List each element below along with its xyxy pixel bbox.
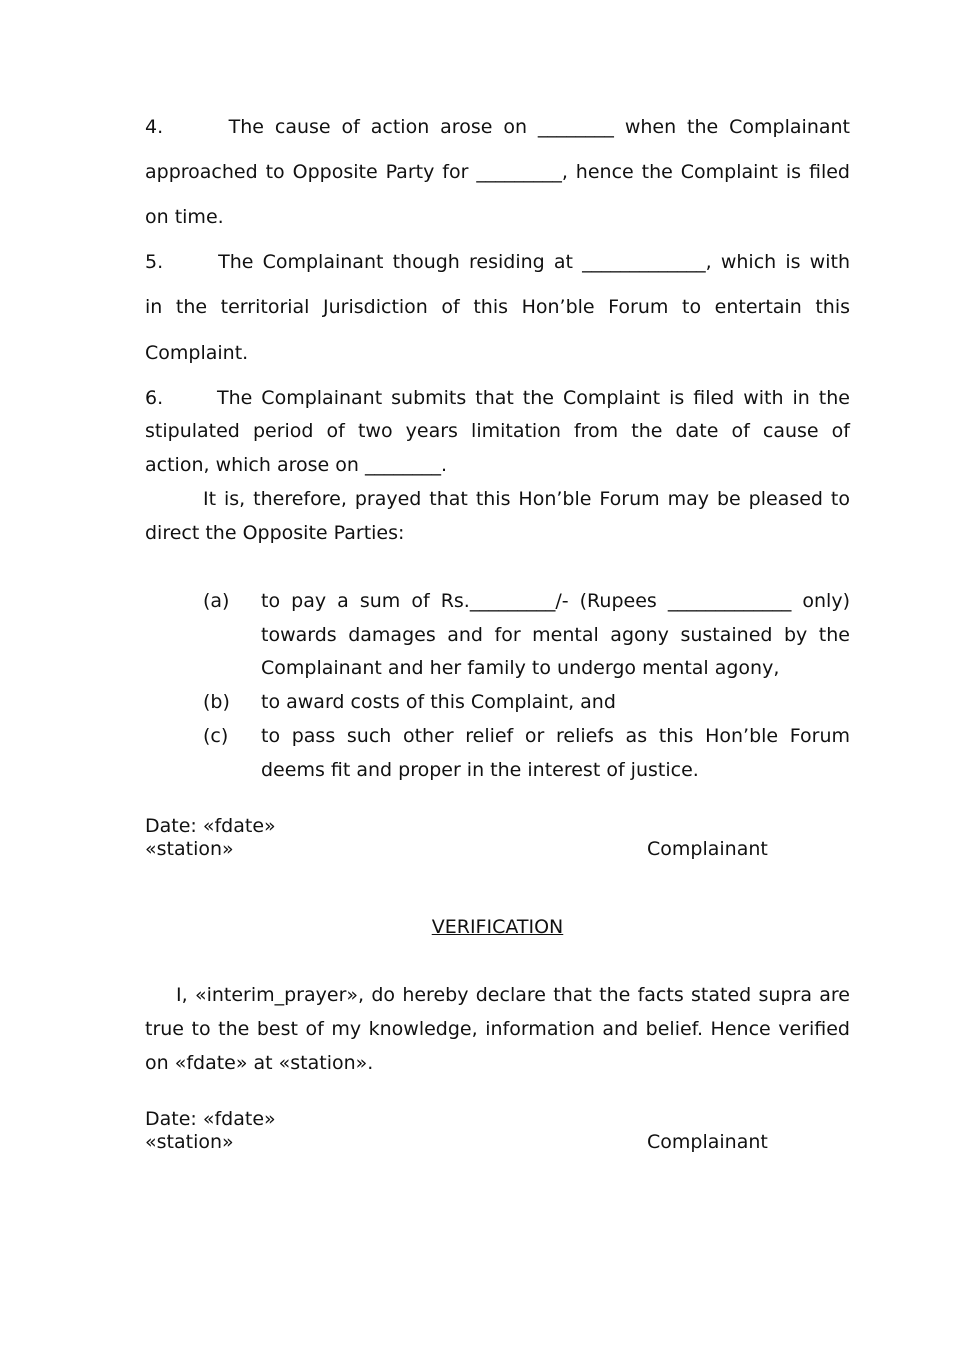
- verification-line-2: true to the best of my knowledge, information and belief. Hence verified: [145, 1018, 850, 1040]
- paragraph-4-line-3: on time.: [145, 206, 224, 228]
- signature-1-signatory: Complainant: [647, 838, 768, 860]
- relief-c-line-2: deems fit and proper in the interest of justice.: [261, 759, 699, 781]
- signature-2-date: Date: «fdate»: [145, 1108, 276, 1130]
- prayer-line-1: It is, therefore, prayed that this Hon’ble Forum may be pleased to: [203, 488, 850, 510]
- relief-a-line-3: Complainant and her family to undergo mental agony,: [261, 657, 780, 679]
- relief-a-line-2: towards damages and for mental agony sustained by the: [261, 624, 850, 646]
- paragraph-4-line-2: approached to Opposite Party for _________, hence the Complaint is filed: [145, 161, 850, 183]
- signature-2-station: «station»: [145, 1131, 234, 1153]
- relief-b-label: (b): [203, 691, 230, 713]
- paragraph-5-line-2: in the territorial Jurisdiction of this Hon’ble Forum to entertain this: [145, 296, 850, 318]
- signature-2-signatory: Complainant: [647, 1131, 768, 1153]
- paragraph-4-line-1: 4. The cause of action arose on ________ when the Complainant: [145, 116, 850, 138]
- paragraph-5-line-1: 5. The Complainant though residing at _____________, which is with: [145, 251, 850, 273]
- signature-1-station: «station»: [145, 838, 234, 860]
- relief-a-label: (a): [203, 590, 230, 612]
- relief-c-line-1: to pass such other relief or reliefs as this Hon’ble Forum: [261, 725, 850, 747]
- verification-line-3: on «fdate» at «station».: [145, 1052, 374, 1074]
- paragraph-5-line-3: Complaint.: [145, 342, 249, 364]
- relief-c-label: (c): [203, 725, 229, 747]
- verification-line-1: I, «interim_prayer», do hereby declare that the facts stated supra are: [176, 984, 850, 1006]
- paragraph-6-line-2: stipulated period of two years limitation from the date of cause of: [145, 420, 850, 442]
- prayer-line-2: direct the Opposite Parties:: [145, 522, 405, 544]
- relief-b-line-1: to award costs of this Complaint, and: [261, 691, 616, 713]
- paragraph-6-line-3: action, which arose on ________.: [145, 454, 447, 476]
- signature-1-date: Date: «fdate»: [145, 815, 276, 837]
- paragraph-6-line-1: 6. The Complainant submits that the Complaint is filed with in the: [145, 387, 850, 409]
- relief-a-line-1: to pay a sum of Rs._________/- (Rupees _____________ only): [261, 590, 850, 612]
- verification-heading: VERIFICATION: [431, 916, 564, 938]
